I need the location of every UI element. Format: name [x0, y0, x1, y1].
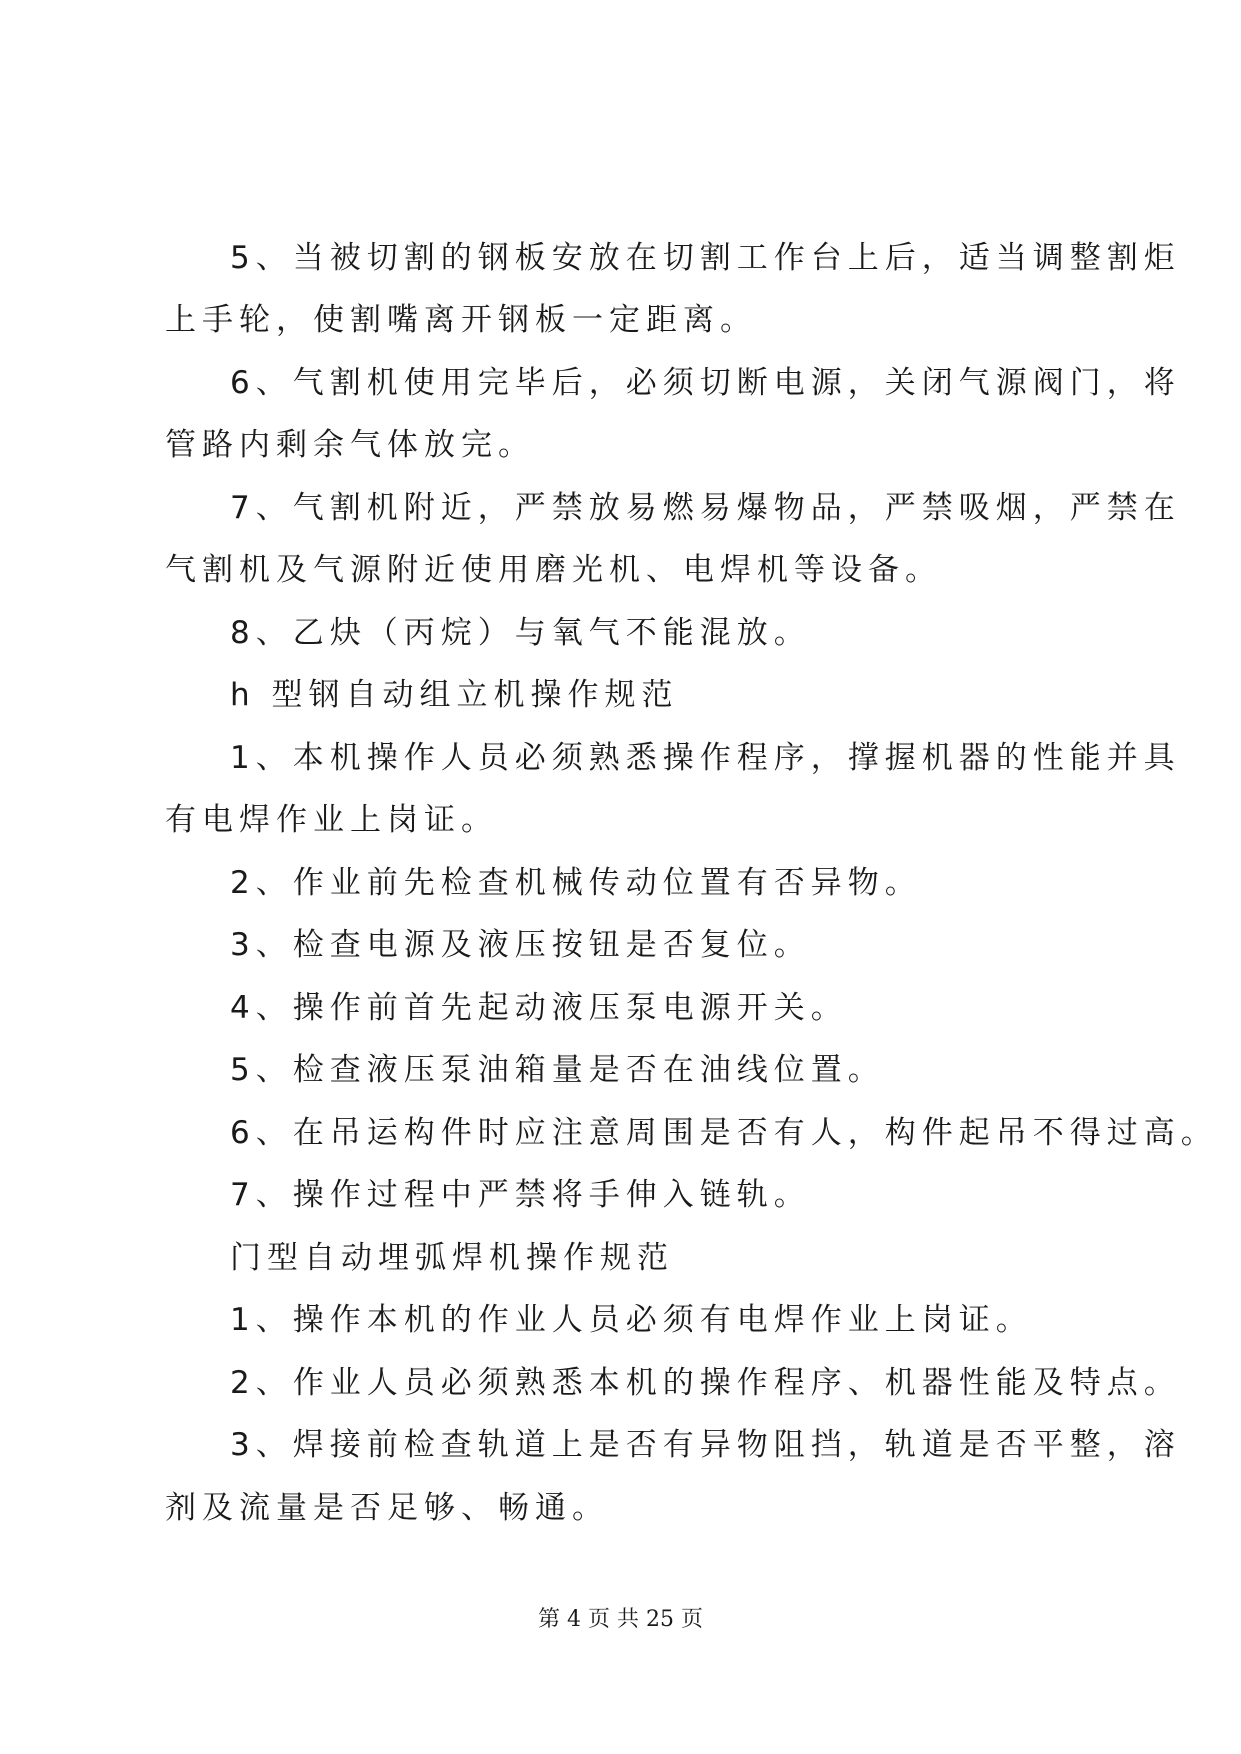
paragraph-5-line-2: 上手轮，使割嘴离开钢板一定距离。 [165, 302, 757, 338]
paragraph-7-line-1: 7、气割机附近，严禁放易燃易爆物品，严禁吸烟，严禁在 [230, 490, 1181, 526]
h-beam-item-4: 4、操作前首先起动液压泵电源开关。 [230, 990, 848, 1026]
paragraph-6-line-2: 管路内剩余气体放完。 [165, 427, 535, 463]
gantry-item-3-line-1: 3、焊接前检查轨道上是否有异物阻挡，轨道是否平整，溶 [230, 1427, 1181, 1463]
page-number-label: 第 4 页 共 25 页 [538, 1607, 703, 1632]
paragraph-7-line-2: 气割机及气源附近使用磨光机、电焊机等设备。 [165, 552, 942, 588]
h-beam-item-3: 3、检查电源及液压按钮是否复位。 [230, 927, 811, 963]
h-beam-item-7: 7、操作过程中严禁将手伸入链轨。 [230, 1177, 811, 1213]
gantry-item-2: 2、作业人员必须熟悉本机的操作程序、机器性能及特点。 [230, 1365, 1181, 1401]
h-beam-item-6: 6、在吊运构件时应注意周围是否有人，构件起吊不得过高。 [230, 1115, 1218, 1151]
paragraph-6-line-1: 6、气割机使用完毕后，必须切断电源，关闭气源阀门，将 [230, 365, 1181, 401]
page-footer [0, 1605, 1241, 1635]
paragraph-8: 8、乙炔（丙烷）与氧气不能混放。 [230, 615, 811, 651]
gantry-item-3-line-2: 剂及流量是否足够、畅通。 [165, 1490, 609, 1526]
section-heading-gantry-welder: 门型自动埋弧焊机操作规范 [230, 1240, 674, 1276]
h-beam-item-1-line-2: 有电焊作业上岗证。 [165, 802, 498, 838]
section-heading-h-beam: h 型钢自动组立机操作规范 [230, 677, 679, 713]
h-beam-item-1-line-1: 1、本机操作人员必须熟悉操作程序，撑握机器的性能并具 [230, 740, 1181, 776]
h-beam-item-5: 5、检查液压泵油箱量是否在油线位置。 [230, 1052, 885, 1088]
h-beam-item-2: 2、作业前先检查机械传动位置有否异物。 [230, 865, 922, 901]
paragraph-5-line-1: 5、当被切割的钢板安放在切割工作台上后，适当调整割炬 [230, 240, 1181, 276]
gantry-item-1: 1、操作本机的作业人员必须有电焊作业上岗证。 [230, 1302, 1033, 1338]
